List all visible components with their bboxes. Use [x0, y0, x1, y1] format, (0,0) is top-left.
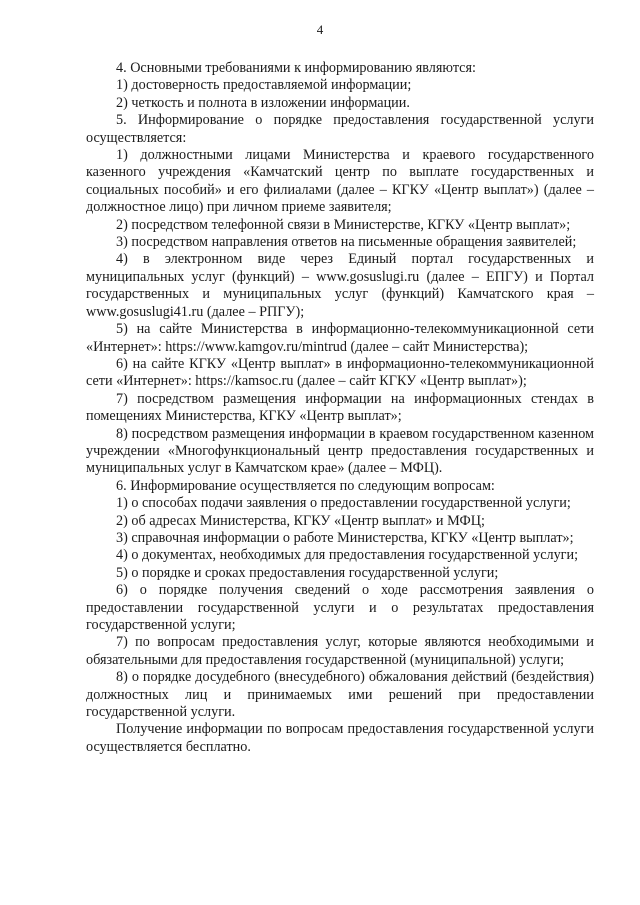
paragraph-topic-7: 7) по вопросам предоставления услуг, которые являются необходимыми и обязательными для предоставления государственной (муниципальной) услуги;: [86, 634, 594, 668]
paragraph-topic-8: 8) о порядке досудебного (внесудебного) обжалования действий (бездействия) должностных лиц и принимаемых ими решений при предоставлении государственной услуги.: [86, 669, 594, 721]
paragraph-informing-item-2: 2) посредством телефонной связи в Министерстве, КГКУ «Центр выплат»;: [116, 216, 571, 233]
paragraph-topic-2: 2) об адресах Министерства, КГКУ «Центр выплат» и МФЦ;: [116, 512, 485, 529]
paragraph-informing-item-7: 7) посредством размещения информации на информационных стендах в помещениях Министерства, КГКУ «Центр выплат»;: [86, 390, 594, 425]
paragraph-topics-heading: 6. Информирование осуществляется по следующим вопросам:: [116, 477, 495, 494]
document-body: [86, 60, 594, 756]
paragraph-informing-item-6: 6) на сайте КГКУ «Центр выплат» в информационно-телекоммуникационной сети «Интернет»: https://kamsoc.ru (далее – сайт КГКУ «Центр выплат»);: [86, 355, 594, 390]
paragraph-informing-item-5: 5) на сайте Министерства в информационно-телекоммуникационной сети «Интернет»: https://www.kamgov.ru/mintrud (далее – сайт Министерства);: [86, 321, 594, 355]
paragraph-topic-1: 1) о способах подачи заявления о предоставлении государственной услуги;: [116, 495, 571, 512]
paragraph-informing-item-1: 1) должностными лицами Министерства и краевого государственного казенного учреждения «Камчатский центр по выплате государственных и социальных пособий» и его филиалами (далее – КГКУ «Центр выплат») (далее – должностное лицо) при личном приеме заявителя;: [86, 147, 594, 216]
paragraph-requirement-2: 2) четкость и полнота в изложении информации.: [116, 94, 410, 111]
paragraph-informing-item-3: 3) посредством направления ответов на письменные обращения заявителей;: [116, 234, 577, 251]
paragraph-informing-item-4: 4) в электронном виде через Единый портал государственных и муниципальных услуг (функций) – www.gosuslugi.ru (далее – ЕПГУ) и Портал государственных и муниципальных услуг (функций) Камчатского края – www.gosuslugi41.ru (далее – РПГУ);: [86, 251, 594, 320]
paragraph-informing-item-8: 8) посредством размещения информации в краевом государственном казенном учреждении «Многофункциональный центр предоставления государственных и муниципальных услуг в Камчатском крае» (далее – МФЦ).: [86, 425, 594, 477]
paragraph-requirements-heading: 4. Основными требованиями к информированию являются:: [116, 60, 476, 76]
paragraph-topic-5: 5) о порядке и сроках предоставления государственной услуги;: [116, 564, 499, 581]
page-number: 4: [316, 22, 324, 37]
paragraph-topic-3: 3) справочная информации о работе Министерства, КГКУ «Центр выплат»;: [116, 529, 574, 546]
paragraph-topic-6: 6) о порядке получения сведений о ходе рассмотрения заявления о предоставлении государственной услуги и о результатах предоставления государственной услуги;: [86, 582, 594, 633]
paragraph-informing-heading: 5. Информирование о порядке предоставления государственной услуги осуществляется:: [86, 112, 594, 146]
paragraph-free-of-charge: Получение информации по вопросам предоставления государственной услуги осуществляется бесплатно.: [86, 721, 594, 755]
paragraph-requirement-1: 1) достоверность предоставляемой информации;: [116, 77, 412, 94]
paragraph-topic-4: 4) о документах, необходимых для предоставления государственной услуги;: [116, 547, 579, 564]
